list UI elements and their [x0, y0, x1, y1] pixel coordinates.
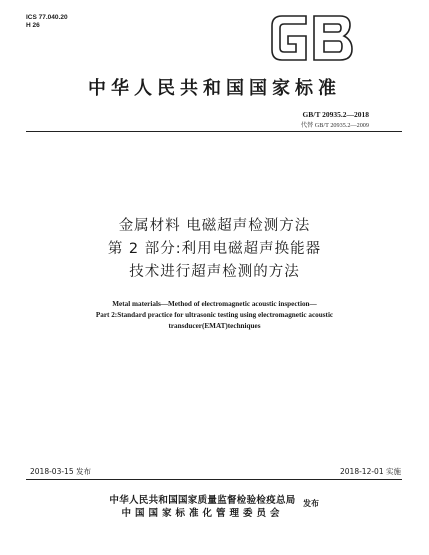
standard-number: GB/T 20935.2—2018: [302, 110, 369, 119]
top-divider: [26, 131, 402, 132]
chinese-title-line-3: 技术进行超声检测的方法: [129, 264, 300, 280]
chinese-title-line-1: 金属材料 电磁超声检测方法: [118, 218, 311, 234]
classification-codes: [26, 14, 68, 30]
publisher-suffix: 发布: [303, 499, 319, 508]
bottom-divider: [26, 479, 402, 480]
gb-logo-icon: [268, 10, 356, 66]
implementation-date: 2018-12-01 实施: [340, 467, 401, 476]
ccs-code: H 26: [26, 22, 40, 29]
chinese-title-line-2: 第 2 部分:利用电磁超声换能器: [107, 241, 322, 257]
english-title-line-1: Metal materials—Method of electromagnetic acoustic inspection—: [112, 300, 317, 308]
publisher-line-1: 中华人民共和国国家质量监督检验检疫总局: [109, 495, 296, 506]
replaces-standard: 代替 GB/T 20935.2—2009: [300, 122, 369, 129]
national-standard-title: 中华人民共和国国家标准: [88, 78, 341, 99]
english-title-line-3: transducer(EMAT)techniques: [168, 322, 261, 330]
publisher-line-2: 中国国家标准化管理委员会: [121, 508, 284, 519]
issue-date: 2018-03-15 发布: [30, 467, 91, 476]
ics-code: ICS 77.040.20: [26, 14, 68, 21]
english-title-line-2: Part 2:Standard practice for ultrasonic testing using electromagnetic acoustic: [95, 311, 334, 319]
